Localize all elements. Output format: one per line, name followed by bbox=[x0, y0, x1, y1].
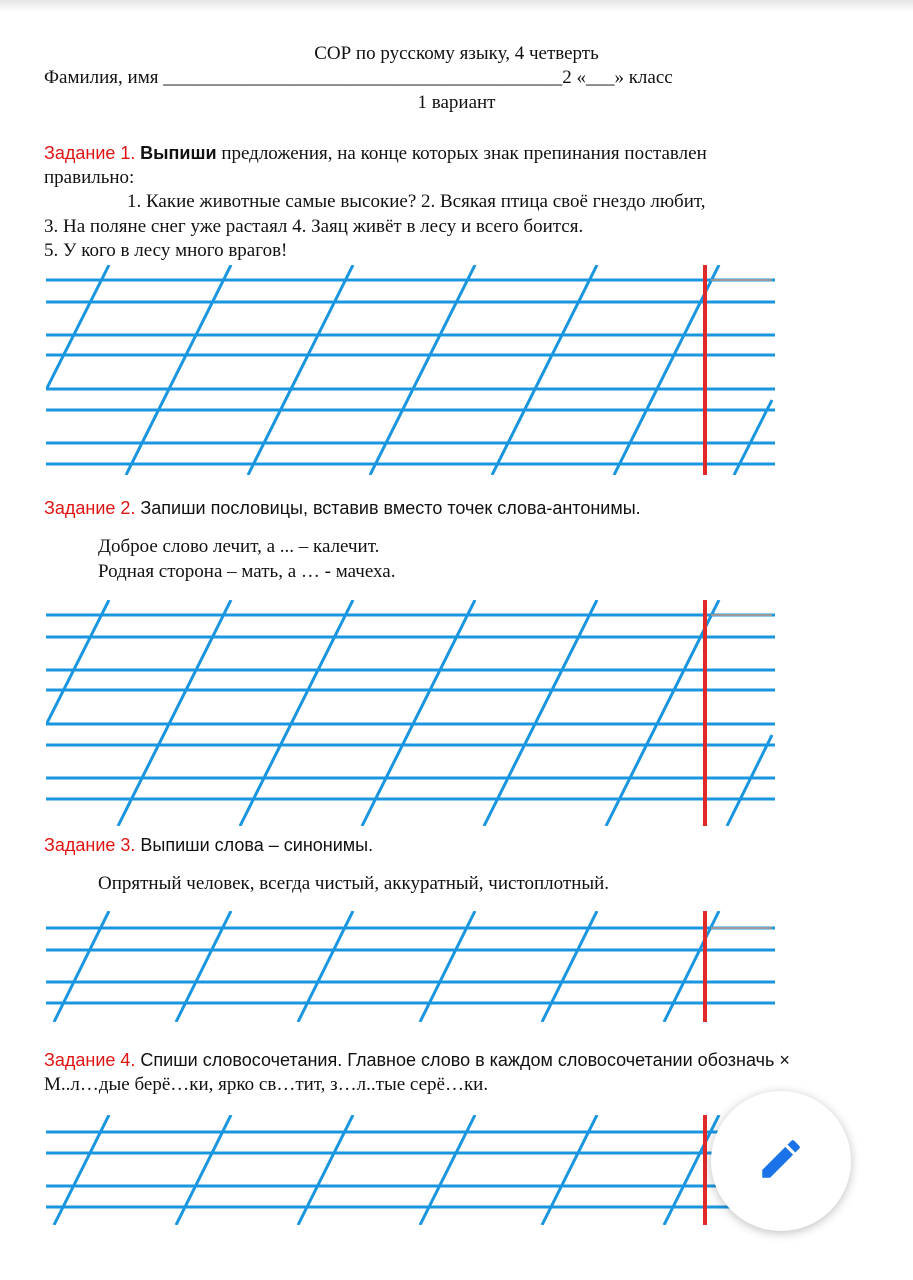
task3-sentence: Опрятный человек, всегда чистый, аккуратный, чистоплотный. bbox=[98, 873, 610, 894]
task4-heading bbox=[44, 1048, 790, 1073]
task3-instruction: Выпиши слова – синонимы. bbox=[135, 835, 374, 855]
top-shadow bbox=[0, 0, 913, 12]
task4-writing-area bbox=[46, 1115, 775, 1225]
task1-sentence-row1: 1. Какие животные самые высокие? 2. Всякая птица своё гнездо любит, bbox=[127, 191, 706, 212]
worksheet-title: СОР по русскому языку, 4 четверть bbox=[314, 43, 599, 64]
task1-sentence-row3: 5. У кого в лесу много врагов! bbox=[44, 240, 288, 261]
task3-label: Задание 3. bbox=[44, 835, 136, 855]
task1-text: предложения, на конце которых знак препинания поставлен bbox=[216, 143, 707, 164]
task2-label: Задание 2. bbox=[44, 498, 136, 518]
task2-instruction: Запиши пословицы, вставив вместо точек слова-антонимы. bbox=[135, 498, 641, 518]
task1-sentence-row2: 3. На поляне снег уже растаял 4. Заяц живёт в лесу и всего боится. bbox=[44, 216, 584, 237]
task4-label: Задание 4. bbox=[44, 1050, 136, 1070]
task2-proverb2: Родная сторона – мать, а … - мачеха. bbox=[98, 561, 396, 582]
task2-writing-area bbox=[46, 600, 775, 826]
edit-fab-button[interactable] bbox=[711, 1091, 851, 1231]
task4-phrases: М..л…дые берё…ки, ярко св…тит, з…л..тые серё…ки. bbox=[44, 1074, 489, 1095]
name-line: Фамилия, имя __________________________________________2 «___» класс bbox=[44, 67, 673, 88]
task4-instruction: Спиши словосочетания. Главное слово в каждом словосочетании обозначь × bbox=[135, 1050, 790, 1070]
variant-label: 1 вариант bbox=[417, 92, 496, 113]
pencil-icon bbox=[756, 1134, 806, 1189]
task1-writing-area bbox=[46, 265, 775, 475]
task2-heading bbox=[44, 496, 641, 521]
task3-writing-area bbox=[46, 911, 775, 1022]
task1-heading bbox=[44, 141, 707, 166]
task1-verb: Выпиши bbox=[140, 143, 217, 163]
task1-text-cont: правильно: bbox=[44, 167, 135, 188]
task1-label: Задание 1. bbox=[44, 143, 136, 163]
task2-proverb1: Доброе слово лечит, а ... – калечит. bbox=[98, 536, 380, 557]
task3-heading bbox=[44, 833, 373, 858]
